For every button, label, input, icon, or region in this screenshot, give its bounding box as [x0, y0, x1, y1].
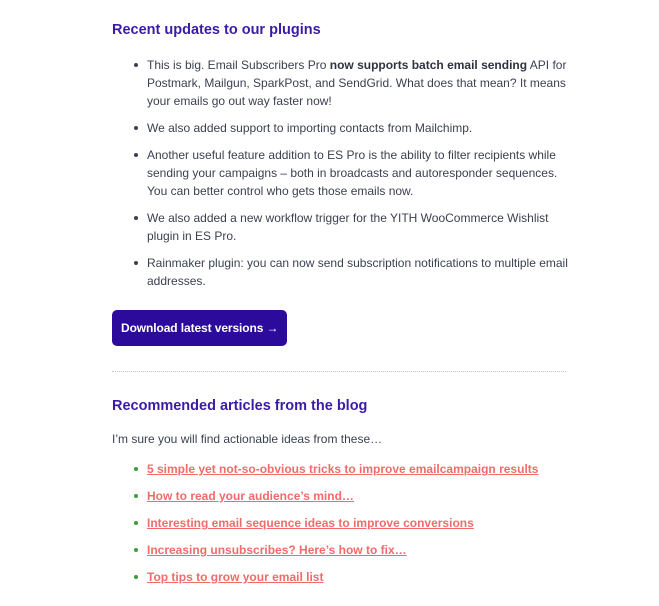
update-item-yith-trigger: We also added a new workflow trigger for the YITH WooCommerce Wishlist plugin in ES Pro.	[147, 209, 572, 245]
update-item-mailchimp: We also added support to importing contacts from Mailchimp.	[147, 119, 572, 137]
blog-link-sequence-ideas[interactable]: Interesting email sequence ideas to improve conversions	[147, 516, 474, 530]
blog-intro: I’m sure you will find actionable ideas from these…	[112, 432, 383, 446]
blog-link-campaign-tricks[interactable]: 5 simple yet not-so-obvious tricks to improve emailcampaign results	[147, 462, 539, 476]
update-item-batch-sending	[147, 56, 572, 110]
update-item-highlight: now supports batch email sending	[329, 58, 528, 72]
section-divider	[112, 371, 566, 372]
blog-links-list	[112, 460, 572, 586]
download-latest-versions-button[interactable]: Download latest versions →	[112, 310, 287, 346]
update-item-text: API for Postmark, Mailgun, SparkPost, and SendGrid. What does that mean? It means your emails go out way faster now!	[147, 58, 567, 108]
blog-heading: Recommended articles from the blog	[112, 398, 368, 414]
update-item-text: This is big. Email Subscribers Pro	[147, 58, 330, 72]
update-item-rainmaker: Rainmaker plugin: you can now send subscription notifications to multiple email addresses.	[147, 254, 572, 290]
list-item	[147, 460, 572, 478]
plugin-updates-section	[112, 20, 572, 346]
blog-link-unsubscribes[interactable]: Increasing unsubscribes? Here’s how to fix…	[147, 543, 407, 557]
list-item	[147, 487, 572, 505]
blog-articles-section	[112, 396, 572, 595]
update-item-filter-recipients: Another useful feature addition to ES Pro is the ability to filter recipients while sending your campaigns – both in broadcasts and autoresponder sequences. You can better control who gets those emails now.	[147, 146, 572, 200]
updates-heading: Recent updates to our plugins	[112, 22, 321, 38]
list-item	[147, 541, 572, 559]
list-item	[147, 514, 572, 532]
blog-link-grow-list[interactable]: Top tips to grow your email list	[147, 570, 324, 584]
blog-link-read-audience[interactable]: How to read your audience’s mind…	[147, 489, 354, 503]
updates-list	[112, 56, 572, 290]
list-item	[147, 568, 572, 586]
